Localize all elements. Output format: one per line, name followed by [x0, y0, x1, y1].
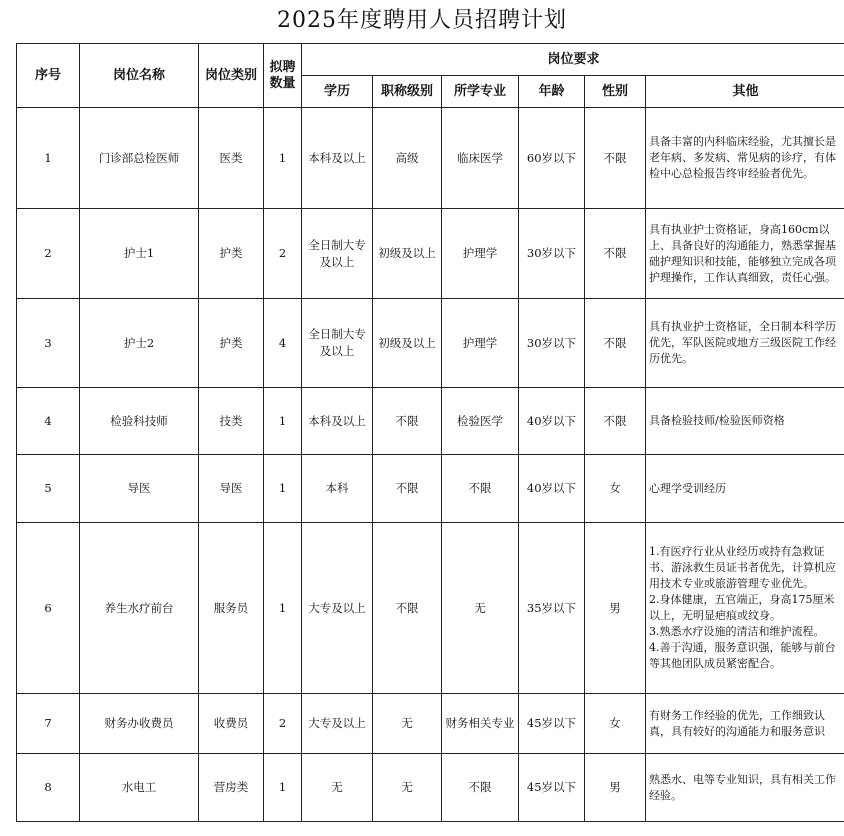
cell-major: 不限: [442, 455, 519, 523]
other-line: 有财务工作经验的优先，工作细致认真，具有较好的沟通能力和服务意识: [649, 708, 825, 738]
cell-major: 检验医学: [442, 388, 519, 455]
cell-title-level: 初级及以上: [373, 299, 442, 388]
table-row: [17, 754, 844, 822]
header-education: 学历: [302, 76, 373, 108]
cell-position: 导医: [80, 455, 199, 523]
header-index: 序号: [17, 44, 80, 108]
cell-education: 大专及以上: [302, 523, 373, 694]
cell-title-level: 高级: [373, 108, 442, 209]
header-count: 拟聘数量: [264, 44, 302, 108]
cell-major: 无: [442, 523, 519, 694]
cell-age: 40岁以下: [519, 455, 585, 523]
cell-education: 本科及以上: [302, 388, 373, 455]
cell-position: 财务办收费员: [80, 694, 199, 754]
other-line: 2.身体健康，五官端正，身高175厘米以上，无明显疤痕或纹身。: [649, 593, 835, 622]
cell-category: 护类: [199, 209, 264, 299]
cell-age: 45岁以下: [519, 694, 585, 754]
other-line: 具备丰富的内科临床经验，尤其擅长是老年病、多发病、常见病的诊疗，有体检中心总检报告终审经验者优先。: [649, 135, 836, 180]
cell-education: 大专及以上: [302, 694, 373, 754]
cell-other: [646, 108, 844, 209]
cell-count: 1: [264, 754, 302, 822]
cell-index: 8: [17, 754, 80, 822]
table-row: [17, 694, 844, 754]
cell-position: 护士1: [80, 209, 199, 299]
cell-education: 本科: [302, 455, 373, 523]
cell-title-level: 不限: [373, 455, 442, 523]
cell-count: 1: [264, 388, 302, 455]
cell-count: 2: [264, 209, 302, 299]
cell-position: 门诊部总检医师: [80, 108, 199, 209]
other-line: 具备检验技师/检验医师资格: [649, 414, 785, 427]
cell-title-level: 无: [373, 694, 442, 754]
page-title: 2025年度聘用人员招聘计划: [277, 8, 567, 33]
cell-gender: 不限: [585, 388, 646, 455]
header-major: 所学专业: [442, 76, 519, 108]
cell-title-level: 初级及以上: [373, 209, 442, 299]
cell-other: [646, 754, 844, 822]
cell-category: 护类: [199, 299, 264, 388]
cell-education: 全日制大专及以上: [302, 209, 373, 299]
cell-count: 2: [264, 694, 302, 754]
cell-gender: 男: [585, 754, 646, 822]
cell-gender: 女: [585, 694, 646, 754]
other-line: 1.有医疗行业从业经历或持有急救证书、游泳救生员证书者优先，计算机应用技术专业或旅游管理专业优先。: [649, 545, 836, 590]
table-row: [17, 388, 844, 455]
cell-education: 无: [302, 754, 373, 822]
cell-other: [646, 523, 844, 694]
cell-title-level: 无: [373, 754, 442, 822]
cell-position: 水电工: [80, 754, 199, 822]
cell-other: [646, 455, 844, 523]
cell-category: 营房类: [199, 754, 264, 822]
cell-age: 30岁以下: [519, 209, 585, 299]
cell-age: 40岁以下: [519, 388, 585, 455]
cell-major: 财务相关专业: [442, 694, 519, 754]
cell-gender: 不限: [585, 299, 646, 388]
table-row: [17, 209, 844, 299]
table-body: [17, 108, 844, 822]
cell-position: 养生水疗前台: [80, 523, 199, 694]
cell-age: 60岁以下: [519, 108, 585, 209]
recruitment-plan-table: [16, 43, 844, 822]
cell-category: 医类: [199, 108, 264, 209]
cell-education: 本科及以上: [302, 108, 373, 209]
cell-gender: 不限: [585, 108, 646, 209]
header-requirements: 岗位要求: [302, 44, 844, 76]
cell-other: [646, 694, 844, 754]
cell-age: 35岁以下: [519, 523, 585, 694]
header-gender: 性别: [585, 76, 646, 108]
cell-index: 1: [17, 108, 80, 209]
cell-major: 护理学: [442, 299, 519, 388]
cell-age: 45岁以下: [519, 754, 585, 822]
cell-index: 3: [17, 299, 80, 388]
table-row: [17, 455, 844, 523]
cell-count: 1: [264, 108, 302, 209]
cell-index: 6: [17, 523, 80, 694]
other-line: 熟悉水、电等专业知识，具有相关工作经验。: [649, 772, 836, 802]
table-row: [17, 299, 844, 388]
cell-index: 7: [17, 694, 80, 754]
cell-major: 护理学: [442, 209, 519, 299]
cell-category: 收费员: [199, 694, 264, 754]
other-line: 3.熟悉水疗设施的清洁和维护流程。: [649, 625, 825, 638]
other-line: 具有执业护士资格证，全日制本科学历优先，军队医院或地方三级医院工作经历优先。: [649, 320, 836, 365]
cell-position: 检验科技师: [80, 388, 199, 455]
cell-gender: 女: [585, 455, 646, 523]
cell-education: 全日制大专及以上: [302, 299, 373, 388]
cell-category: 技类: [199, 388, 264, 455]
cell-title-level: 不限: [373, 523, 442, 694]
table-row: [17, 108, 844, 209]
cell-index: 5: [17, 455, 80, 523]
cell-title-level: 不限: [373, 388, 442, 455]
cell-other: [646, 209, 844, 299]
cell-category: 服务员: [199, 523, 264, 694]
cell-major: 临床医学: [442, 108, 519, 209]
cell-other: [646, 299, 844, 388]
cell-category: 导医: [199, 455, 264, 523]
cell-index: 2: [17, 209, 80, 299]
cell-count: 1: [264, 523, 302, 694]
other-line: 具有执业护士资格证，身高160cm以上、具备良好的沟通能力，熟悉掌握基础护理知识和技能，能够独立完成各项护理操作，工作认真细致，责任心强。: [649, 222, 836, 284]
header-category: 岗位类别: [199, 44, 264, 108]
cell-age: 30岁以下: [519, 299, 585, 388]
cell-gender: 不限: [585, 209, 646, 299]
table-row: [17, 523, 844, 694]
cell-count: 4: [264, 299, 302, 388]
other-line: 心理学受训经历: [649, 481, 726, 495]
cell-count: 1: [264, 455, 302, 523]
cell-position: 护士2: [80, 299, 199, 388]
cell-other: [646, 388, 844, 455]
header-position: 岗位名称: [80, 44, 199, 108]
other-line: 4.善于沟通，服务意识强，能够与前台等其他团队成员紧密配合。: [649, 641, 836, 670]
cell-gender: 男: [585, 523, 646, 694]
cell-major: 不限: [442, 754, 519, 822]
header-title-level: 职称级别: [373, 76, 442, 108]
header-age: 年龄: [519, 76, 585, 108]
header-other: 其他: [646, 76, 844, 108]
cell-index: 4: [17, 388, 80, 455]
